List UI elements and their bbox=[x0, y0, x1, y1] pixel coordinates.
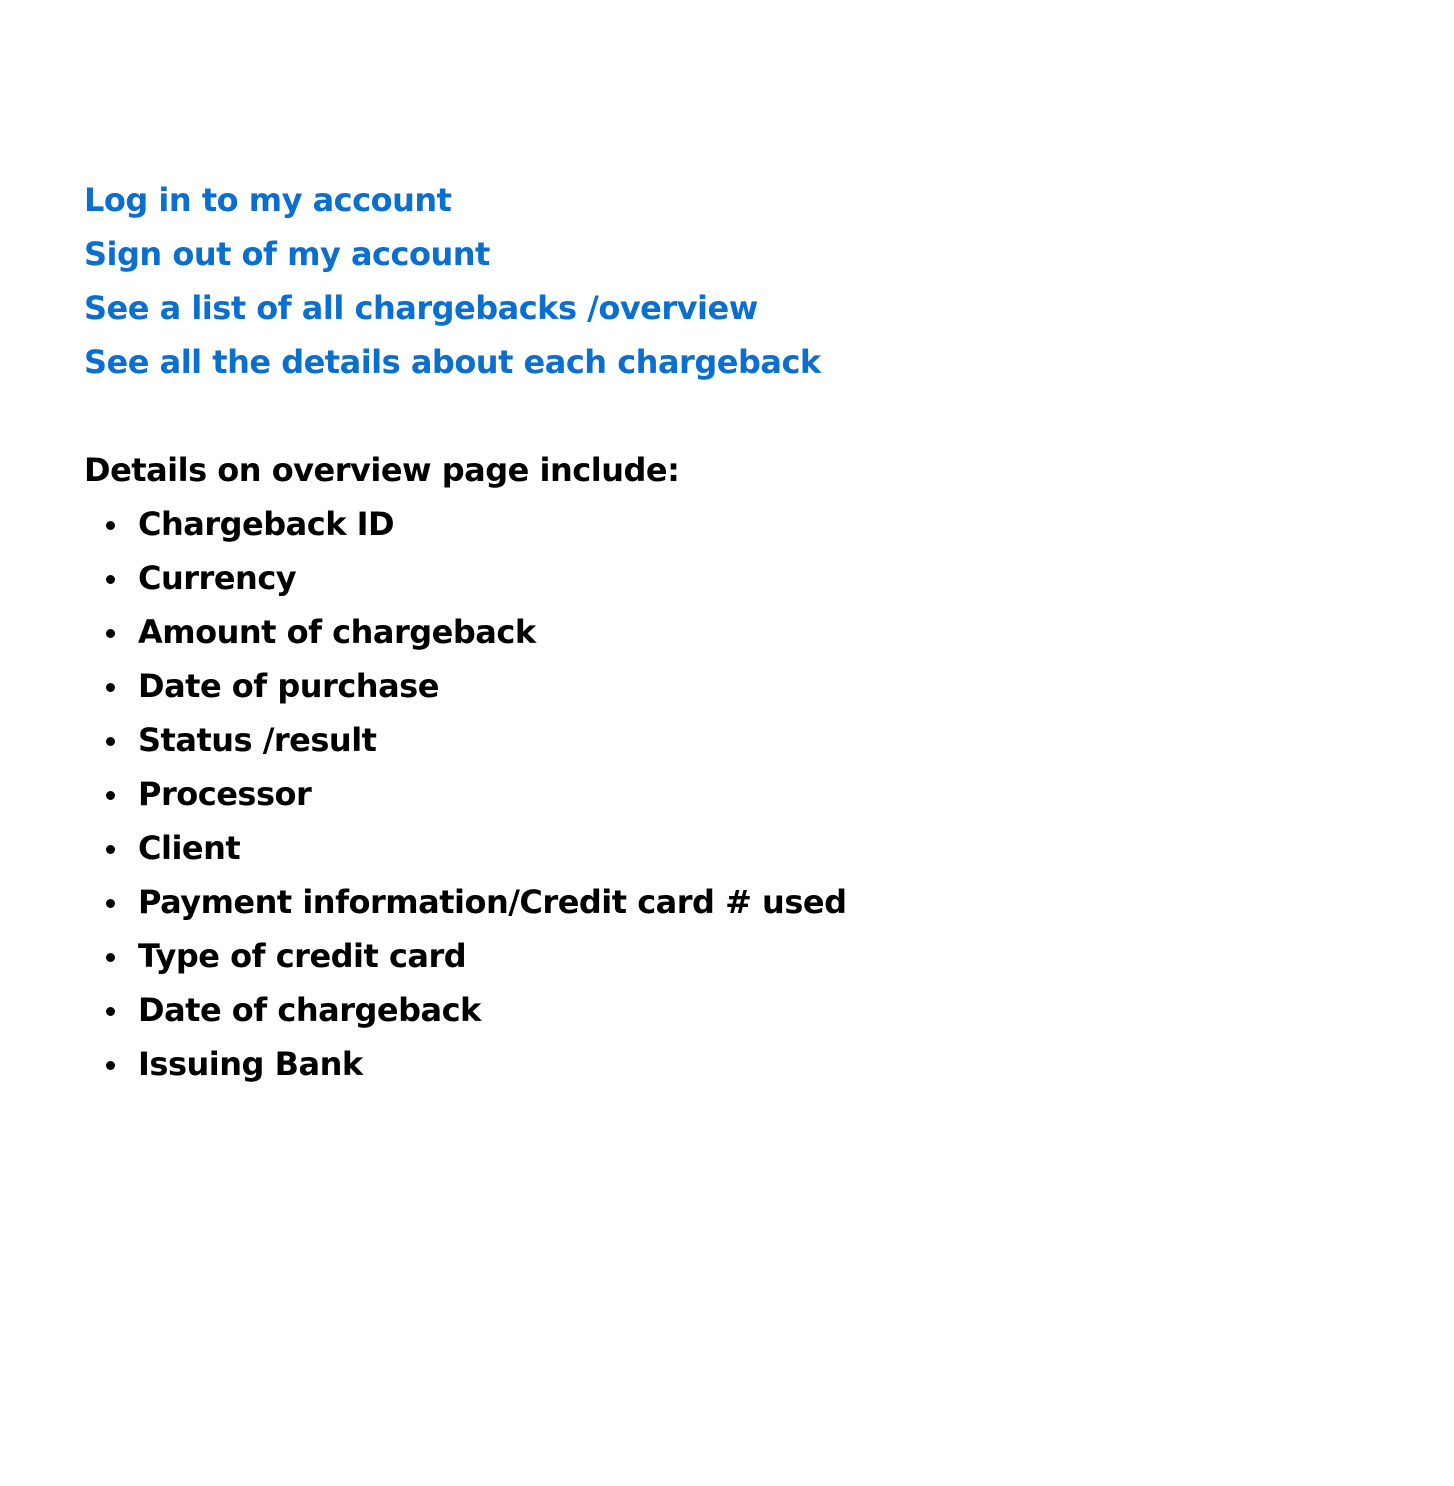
bullet-icon bbox=[106, 629, 115, 638]
bullet-icon bbox=[106, 521, 115, 530]
list-item bbox=[138, 821, 846, 875]
list-item bbox=[138, 713, 846, 767]
list-item-label: Issuing Bank bbox=[138, 1045, 363, 1083]
bullet-icon bbox=[106, 845, 115, 854]
list-item-label: Client bbox=[138, 829, 241, 867]
bullet-icon bbox=[106, 1061, 115, 1070]
bullet-icon bbox=[106, 683, 115, 692]
overview-details-list bbox=[84, 497, 846, 1091]
bullet-icon bbox=[106, 899, 115, 908]
list-item bbox=[138, 551, 846, 605]
list-item-label: Processor bbox=[138, 775, 312, 813]
list-item-label: Payment information/Credit card # used bbox=[138, 883, 847, 921]
bullet-icon bbox=[106, 1007, 115, 1016]
list-item-label: Chargeback ID bbox=[138, 505, 395, 543]
main-content bbox=[84, 173, 846, 1091]
list-item-label: Status /result bbox=[138, 721, 377, 759]
list-item bbox=[138, 1037, 846, 1091]
bullet-icon bbox=[106, 737, 115, 746]
list-item bbox=[138, 605, 846, 659]
sign-out-link[interactable]: Sign out of my account bbox=[84, 235, 490, 273]
list-item bbox=[138, 983, 846, 1037]
bullet-icon bbox=[106, 953, 115, 962]
list-item bbox=[138, 659, 846, 713]
list-item bbox=[138, 497, 846, 551]
list-item-label: Date of purchase bbox=[138, 667, 439, 705]
list-item bbox=[138, 929, 846, 983]
list-item bbox=[138, 875, 846, 929]
log-in-link[interactable]: Log in to my account bbox=[84, 181, 452, 219]
chargeback-details-link[interactable]: See all the details about each chargeback bbox=[84, 343, 821, 381]
list-item bbox=[138, 767, 846, 821]
list-item-label: Type of credit card bbox=[138, 937, 467, 975]
overview-details-heading: Details on overview page include: bbox=[84, 451, 680, 489]
link-item bbox=[84, 335, 846, 389]
link-item bbox=[84, 227, 846, 281]
user-story-links bbox=[84, 173, 846, 389]
link-item bbox=[84, 281, 846, 335]
bullet-icon bbox=[106, 791, 115, 800]
list-item-label: Currency bbox=[138, 559, 297, 597]
list-item-label: Date of chargeback bbox=[138, 991, 481, 1029]
bullet-icon bbox=[106, 575, 115, 584]
link-item bbox=[84, 173, 846, 227]
chargebacks-overview-link[interactable]: See a list of all chargebacks /overview bbox=[84, 289, 758, 327]
list-item-label: Amount of chargeback bbox=[138, 613, 536, 651]
